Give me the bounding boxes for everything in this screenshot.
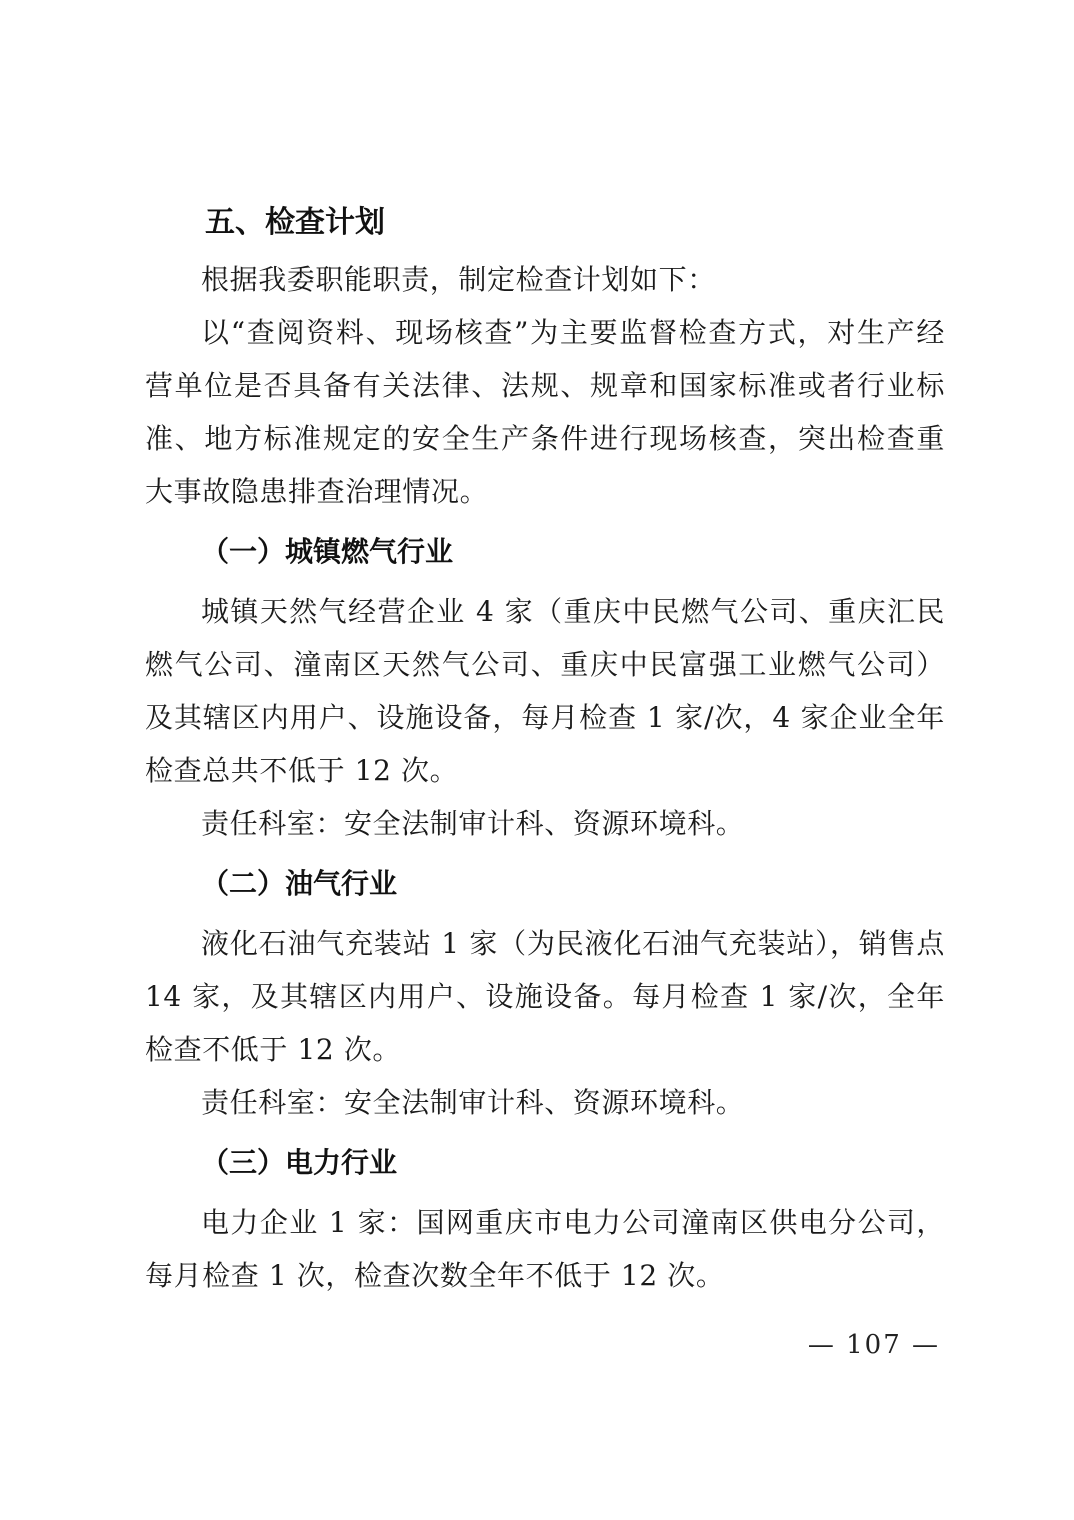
paragraph-oil-gas: 液化石油气充装站 1 家（为民液化石油气充装站），销售点 14 家，及其辖区内用户、设施设备。每月检查 1 家/次，全年检查不低于 12 次。 <box>145 927 945 1066</box>
page-number: — 107 — <box>807 1330 940 1360</box>
subsection-heading-electric-power: （三）电力行业 <box>201 1146 398 1179</box>
paragraph-electric-power: 电力企业 1 家：国网重庆市电力公司潼南区供电分公司，每月检查 1 次，检查次数全年不低于 12 次。 <box>145 1206 945 1292</box>
paragraph-responsible-dept-2: 责任科室：安全法制审计科、资源环境科。 <box>201 1086 745 1119</box>
subsection-heading-oil-gas: （二）油气行业 <box>201 867 398 900</box>
paragraph-intro: 根据我委职能职责，制定检查计划如下： <box>201 263 716 296</box>
paragraph-responsible-dept-1: 责任科室：安全法制审计科、资源环境科。 <box>201 807 745 840</box>
paragraph-town-gas: 城镇天然气经营企业 4 家（重庆中民燃气公司、重庆汇民燃气公司、潼南区天然气公司、重庆中民富强工业燃气公司）及其辖区内用户、设施设备，每月检查 1 家/次，4 家企业全年检查总共不低于 12 次。 <box>145 595 945 787</box>
paragraph-method: 以“查阅资料、现场核查”为主要监督检查方式，对生产经营单位是否具备有关法律、法规、规章和国家标准或者行业标准、地方标准规定的安全生产条件进行现场核查，突出检查重大事故隐患排查治理情况。 <box>145 316 945 508</box>
section-heading-inspection-plan: 五、检查计划 <box>205 205 385 240</box>
subsection-heading-town-gas: （一）城镇燃气行业 <box>201 535 454 568</box>
document-content <box>145 196 945 1302</box>
